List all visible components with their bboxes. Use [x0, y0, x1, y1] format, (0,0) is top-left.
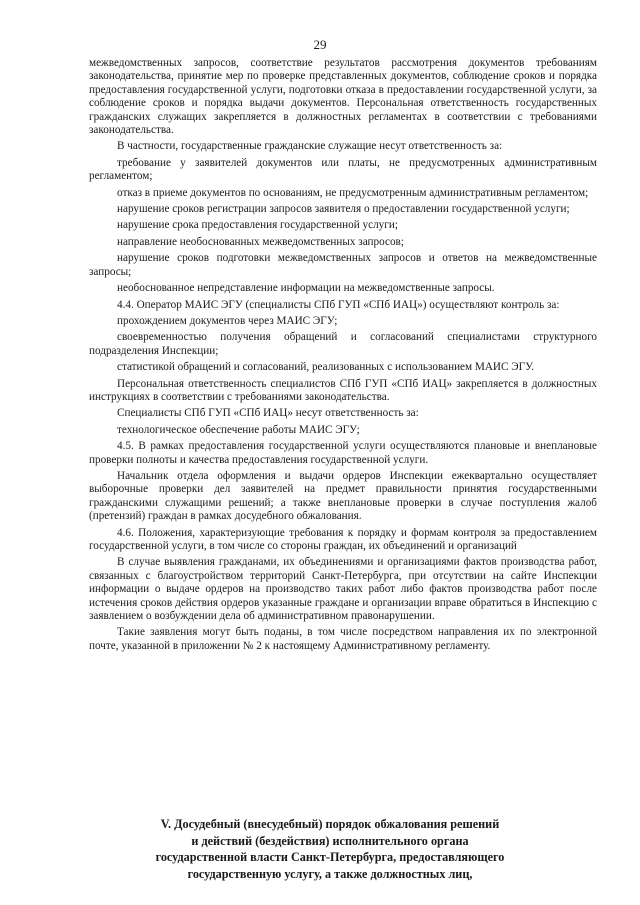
page-number: 29 — [313, 37, 327, 52]
paragraph-1: межведомственных запросов, соответствие результатов рассмотрения документов требованиям законодательства, принятие мер по проверке представленных документов, соблюдение сроков и порядка предоставления государственной услуги, подготовки отказа в предоставлении государственной услуги, за соблюдение сроков и порядка выдачи документов. Персональная ответственность государственных гражданских служащих закрепляется в должностных регламентах в соответствии с требованиями законодательства. — [89, 57, 597, 137]
heading-line-4: государственную услугу, а также должностных лиц, — [187, 866, 473, 881]
paragraph-2: В частности, государственные гражданские служащие несут ответственность за: — [117, 140, 503, 153]
paragraph-17: 4.5. В рамках предоставления государственной услуги осуществляются плановые и внеплановые проверки полноты и качества предоставления государственной услуги. — [89, 440, 597, 466]
paragraph-8: нарушение сроков подготовки межведомственных запросов и ответов на межведомственные запросы; — [89, 252, 597, 278]
heading-line-2: и действий (бездействия) исполнительного органа — [191, 833, 469, 848]
heading-line-1: V. Досудебный (внесудебный) порядок обжалования решений — [160, 817, 500, 831]
paragraph-7: направление необоснованных межведомственных запросов; — [117, 235, 404, 248]
paragraph-14: Персональная ответственность специалистов СПб ГУП «СПб ИАЦ» закрепляется в должностных инструкциях в соответствии с требованиями законодательства. — [89, 377, 597, 403]
section-heading — [100, 816, 560, 882]
paragraph-20: В случае выявления гражданами, их объединениями и организациями фактов производства работ, связанных с благоустройством территорий Санкт-Петербурга, при отсутствии на сайте Инспекции информации о выдаче ордеров на производство таких работ либо фактов производства работ после истечения сроков действия ордеров указанные граждане и организации вправе обратиться в Инспекцию с заявлением о возбуждении дела об административном правонарушении. — [89, 556, 597, 623]
paragraph-13: статистикой обращений и согласований, реализованных с использованием МАИС ЭГУ. — [117, 361, 535, 374]
paragraph-6: нарушение срока предоставления государственной услуги; — [117, 219, 398, 232]
paragraph-16: технологическое обеспечение работы МАИС ЭГУ; — [117, 423, 360, 436]
paragraph-21: Такие заявления могут быть поданы, в том числе посредством направления их по электронной почте, указанной в приложении № 2 к настоящему Административному регламенту. — [89, 626, 597, 652]
paragraph-9: необоснованное непредставление информации на межведомственные запросы. — [117, 282, 495, 295]
paragraph-4: отказ в приеме документов по основаниям, не предусмотренным административным регламентом; — [117, 186, 589, 199]
paragraph-11: прохождением документов через МАИС ЭГУ; — [117, 314, 338, 327]
paragraph-18: Начальник отдела оформления и выдачи ордеров Инспекции ежеквартально осуществляет выборочные проверки дел заявителей на предмет правильности принятия государственными гражданскими служащими решений; а также внеплановые проверки в случае поступления жалоб (претензий) граждан в рамках досудебного обжалования. — [89, 469, 597, 523]
paragraph-12: своевременностью получения обращений и согласований специалистами структурного подразделения Инспекции; — [89, 331, 597, 357]
body-text — [89, 57, 597, 656]
paragraph-19: 4.6. Положения, характеризующие требования к порядку и формам контроля за предоставлением государственной услуги, в том числе со стороны граждан, их объединений и организаций — [89, 526, 597, 552]
heading-line-3: государственной власти Санкт-Петербурга, предоставляющего — [155, 850, 505, 864]
paragraph-5: нарушение сроков регистрации запросов заявителя о предоставлении государственной услуги; — [117, 203, 570, 216]
paragraph-3: требование у заявителей документов или платы, не предусмотренных административным регламентом; — [89, 156, 597, 183]
paragraph-10: 4.4. Оператор МАИС ЭГУ (специалисты СПб ГУП «СПб ИАЦ») осуществляют контроль за: — [117, 298, 560, 311]
paragraph-15: Специалисты СПб ГУП «СПб ИАЦ» несут ответственность за: — [117, 407, 419, 420]
